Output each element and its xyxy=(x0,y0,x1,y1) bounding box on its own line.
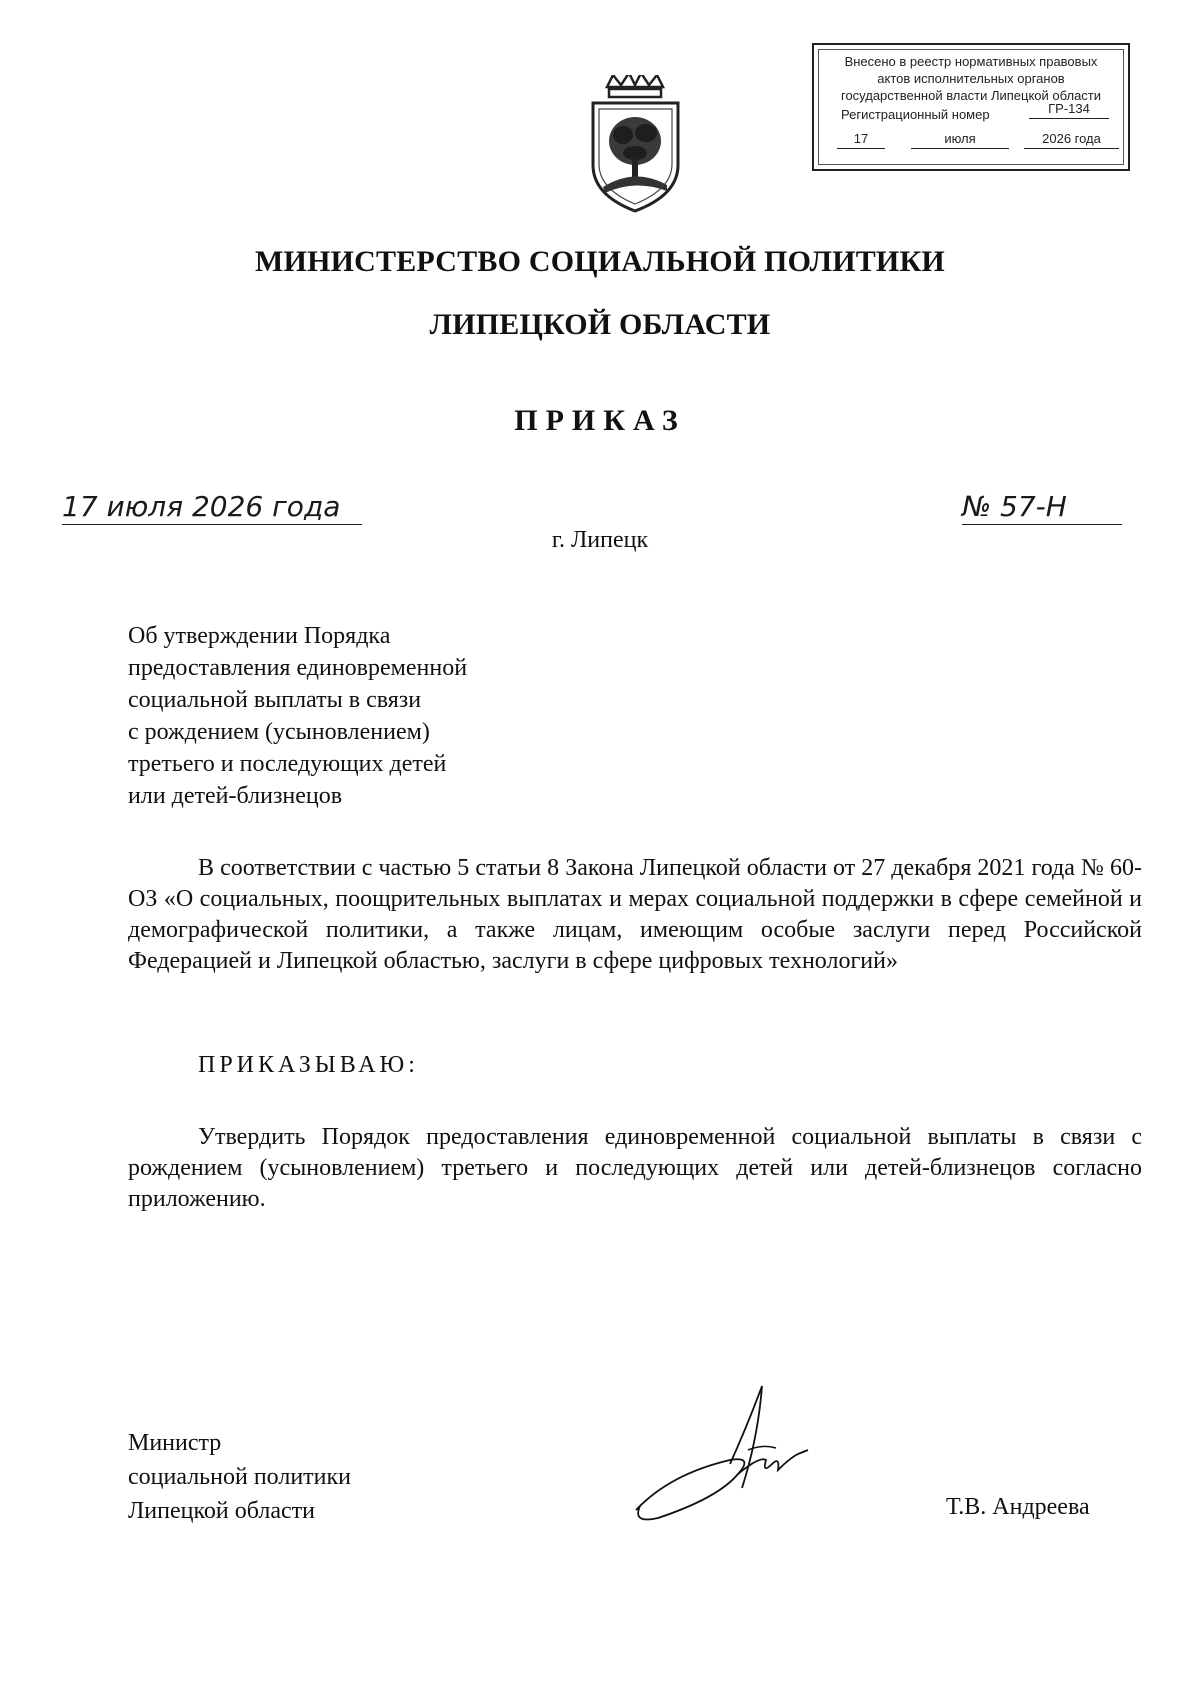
subject-line: или детей-близнецов xyxy=(128,783,343,809)
region-title: ЛИПЕЦКОЙ ОБЛАСТИ xyxy=(429,308,771,341)
stamp-line-1: Внесено в реестр нормативных правовых xyxy=(844,54,1098,69)
stamp-day: 17 xyxy=(837,130,885,149)
order-date: 17 июля 2026 года xyxy=(62,490,362,525)
handwritten-signature xyxy=(630,1378,870,1528)
order-subject xyxy=(128,620,588,812)
position-line: социальной политики xyxy=(128,1464,351,1490)
position-line: Липецкой области xyxy=(128,1498,315,1524)
orders-keyword: ПРИКАЗЫВАЮ: xyxy=(198,1052,419,1078)
decision-paragraph: Утвердить Порядок предоставления единовременной социальной выплаты в связи с рождением (усыновлением) третьего и последующих детей или детей-близнецов согласно приложению. xyxy=(128,1124,1142,1212)
ministry-title: МИНИСТЕРСТВО СОЦИАЛЬНОЙ ПОЛИТИКИ xyxy=(255,245,945,278)
signatory-name: Т.В. Андреева xyxy=(946,1494,1090,1520)
position-line: Министр xyxy=(128,1430,222,1456)
document-type: ПРИКАЗ xyxy=(514,404,686,437)
subject-line: предоставления единовременной xyxy=(128,655,468,681)
subject-line: Об утверждении Порядка xyxy=(128,623,391,649)
order-number: № 57-Н xyxy=(962,490,1122,525)
subject-line: социальной выплаты в связи xyxy=(128,687,422,713)
stamp-inner-frame xyxy=(818,49,1124,165)
stamp-reg-number: ГР-134 xyxy=(1029,100,1109,119)
signatory-position xyxy=(128,1426,351,1528)
registry-stamp xyxy=(812,43,1130,171)
stamp-year: 2026 года xyxy=(1024,130,1119,149)
stamp-reg-label: Регистрационный номер xyxy=(841,107,990,122)
preamble-paragraph: В соответствии с частью 5 статьи 8 Закона Липецкой области от 27 декабря 2021 года № 60-ОЗ «О социальных, поощрительных выплатах и мерах социальной поддержки в сфере семейной и демографической политики, а также лицам, имеющим особые заслуги перед Российской Федерацией и Липецкой областью, заслуги в сфере цифровых технологий» xyxy=(128,855,1142,974)
stamp-line-3: государственной власти Липецкой области xyxy=(840,88,1102,103)
city: г. Липецк xyxy=(551,527,649,553)
subject-line: третьего и последующих детей xyxy=(128,751,447,777)
lipetsk-coat-of-arms-icon xyxy=(583,75,688,213)
stamp-line-2: актов исполнительных органов xyxy=(877,71,1065,86)
stamp-month: июля xyxy=(911,130,1009,149)
subject-line: с рождением (усыновлением) xyxy=(128,719,430,745)
